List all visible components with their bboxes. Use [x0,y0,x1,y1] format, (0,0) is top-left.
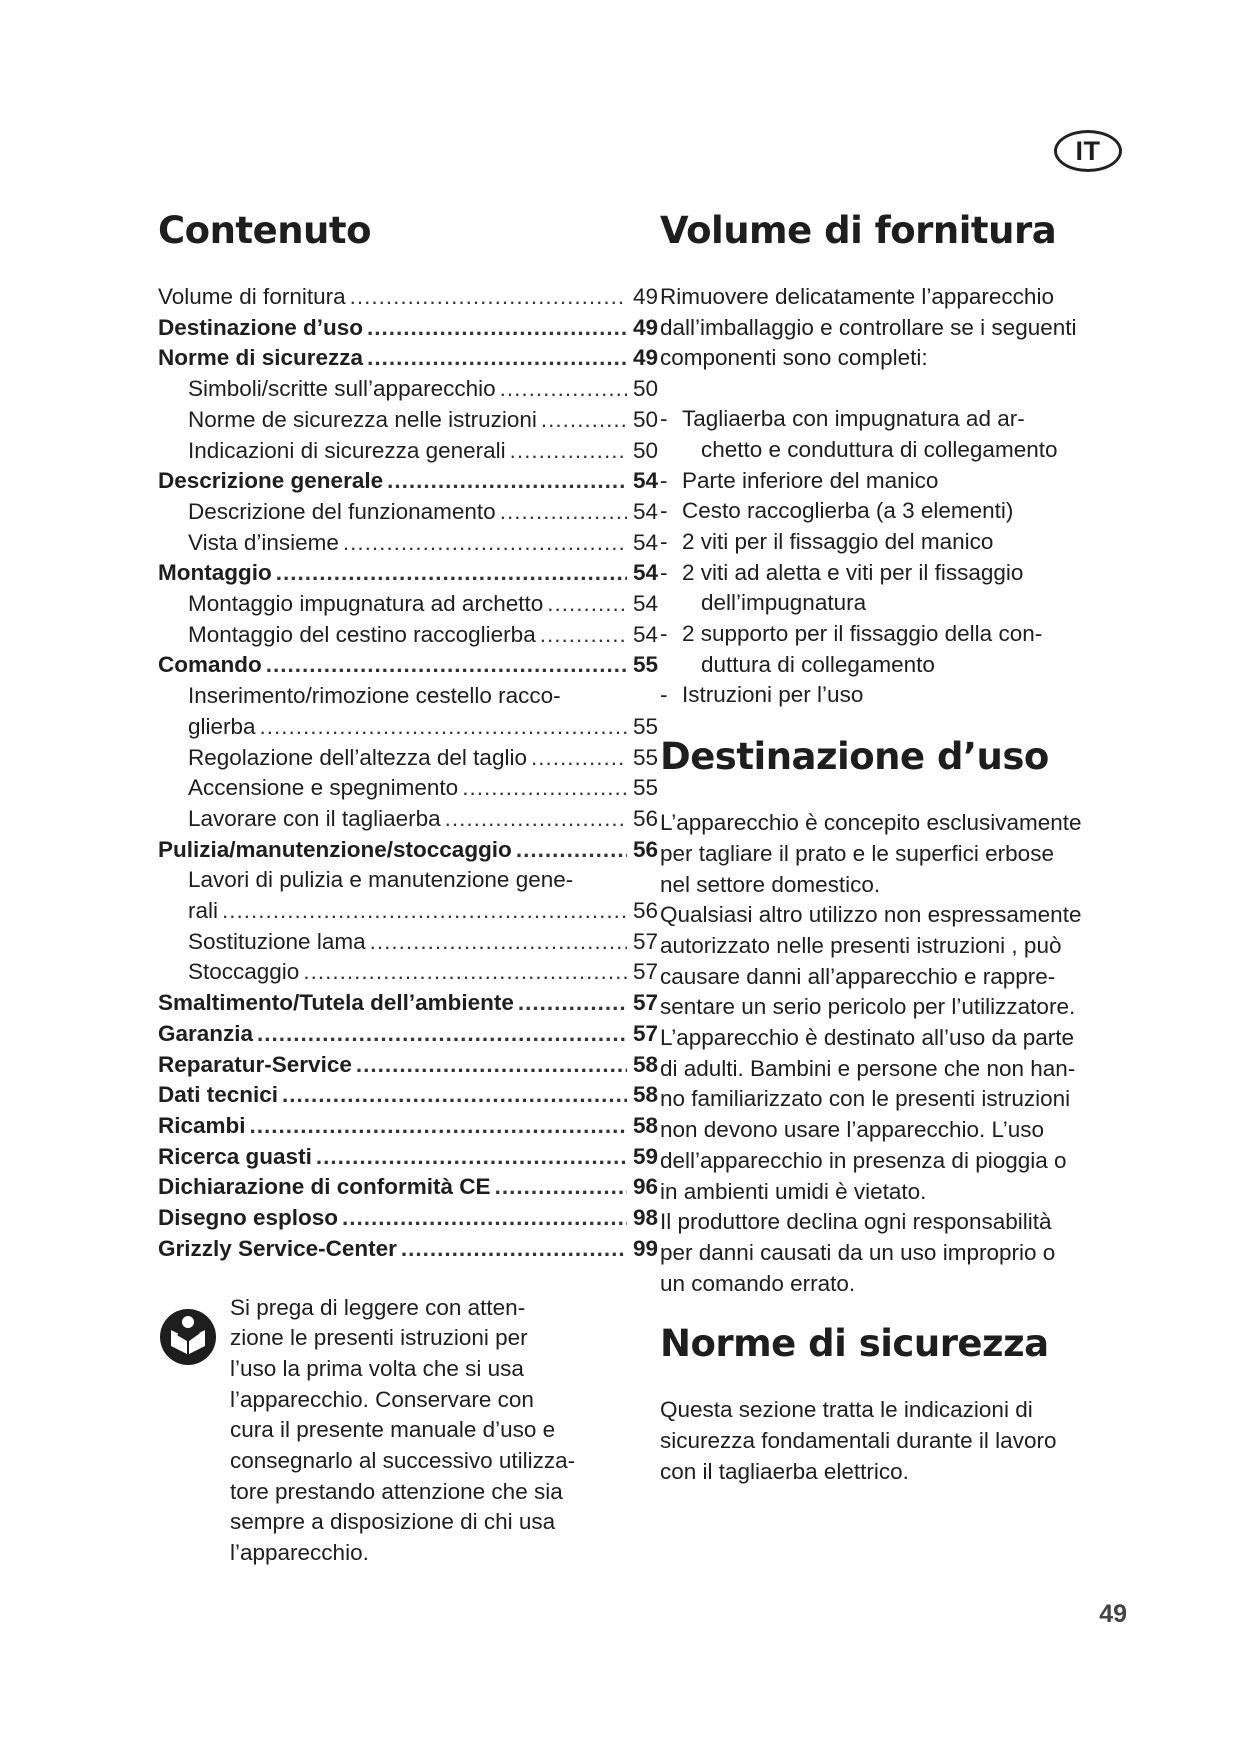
list-item [660,680,1140,711]
toc-dot-leader [257,1019,627,1050]
toc-entry-title: Lavorare con il tagliaerba [188,805,441,831]
text-line: sicurezza fondamentali durante il lavoro [660,1428,1057,1454]
toc-dot-leader [540,620,627,651]
toc-dot-leader [387,466,627,497]
note-line: Si prega di leggere con atten- [230,1294,526,1320]
list-item [660,558,1140,619]
toc-dot-leader [342,1203,627,1234]
text-line: autorizzato nelle presenti istruzioni , può [660,932,1062,958]
toc-entry-title: Ricambi [158,1112,246,1138]
toc-entry-page: 57 [632,959,658,985]
text-line: nel settore domestico. [660,871,881,897]
text-line: Qualsiasi altro utilizzo non espressamente [660,902,1082,928]
note-text [230,1293,658,1569]
toc-entry [158,804,658,835]
note-line: l’uso la prima volta che si usa [230,1355,524,1381]
toc-entry [158,927,658,958]
toc-entry [158,1080,658,1111]
toc-entry-title: Regolazione dell’altezza del taglio [188,744,527,770]
toc-entry [158,466,658,497]
note-line: l’apparecchio. [230,1540,369,1566]
toc-dot-leader [370,927,627,958]
toc-dot-leader [266,650,627,681]
list-item-text: 2 supporto per il fissaggio della con- [682,621,1043,647]
toc-dot-leader [276,558,627,589]
toc-entry-title: Sostituzione lama [188,928,366,954]
toc-entry-title: Comando [158,652,262,678]
toc-entry-title: Vista d’insieme [188,529,339,555]
toc-entry-page: 54 [632,591,658,617]
toc-dot-leader [500,497,627,528]
toc-entry-title: Garanzia [158,1020,254,1046]
toc-dot-leader [350,282,627,313]
list-item [660,527,1140,558]
toc-entry-page: 96 [632,1174,658,1200]
page-number: 49 [1099,1600,1127,1628]
section-heading: Volume di fornitura [660,209,1057,252]
toc-entry [158,773,658,804]
toc-dot-leader [495,1172,627,1203]
text-line: in ambienti umidi è vietato. [660,1178,927,1204]
list-item [660,496,1140,527]
toc-dot-leader [367,313,627,344]
toc-entry-title: Simboli/scritte sull’apparecchio [188,376,496,402]
note-line: cura il presente manuale d’uso e [230,1417,556,1443]
list-item-text: dell’impugnatura [701,590,867,616]
toc-entry-title: Montaggio [158,560,272,586]
toc-entry-page: 54 [632,621,658,647]
list-item-text: duttura di collegamento [701,651,935,677]
list-item [660,619,1140,680]
toc-heading: Contenuto [158,209,371,252]
text-line: sentare un serio pericolo per l’utilizzatore. [660,994,1076,1020]
text-line: L’apparecchio è destinato all’uso da parte [660,1025,1075,1051]
right-column [660,205,1140,1488]
toc-entry-page: 54 [632,560,658,586]
note-line: zione le presenti istruzioni per [230,1325,528,1351]
toc-entry-page: 98 [632,1205,658,1231]
toc-entry [158,835,658,866]
toc-list [158,282,658,1265]
toc-entry-title: Montaggio impugnatura ad archetto [188,591,544,617]
toc-entry-page: 55 [632,775,658,801]
toc-entry-title: Norme de sicurezza nelle istruzioni [188,406,537,432]
toc-entry [158,1111,658,1142]
toc-dot-leader [516,835,627,866]
toc-entry-title: Ricerca guasti [158,1143,312,1169]
list-item-text: 2 viti per il fissaggio del manico [682,528,994,554]
toc-entry-page: 59 [632,1143,658,1169]
note-line: sempre a disposizione di chi usa [230,1509,556,1535]
table-of-contents [158,205,658,1569]
toc-entry [158,957,658,988]
toc-entry-title: Descrizione del funzionamento [188,498,496,524]
section-heading: Norme di sicurezza [660,1322,1049,1366]
toc-entry-title: Stoccaggio [188,959,300,985]
toc-entry-page: 50 [632,376,658,402]
toc-dot-leader [500,374,627,405]
section-destinazione-uso [660,731,1140,1299]
text-line: Rimuovere delicatamente l’apparecchio [660,284,1054,309]
toc-entry-title: Lavori di pulizia e manutenzione gene- [188,867,574,893]
toc-entry-title: Smaltimento/Tutela dell’ambiente [158,990,514,1016]
note-line: tore prestando attenzione che sia [230,1478,563,1504]
toc-entry-title: glierba [188,713,256,739]
toc-entry [158,1203,658,1234]
toc-entry-page: 57 [632,928,658,954]
toc-dot-leader [260,712,627,743]
toc-entry [158,865,658,896]
toc-entry-page: 49 [632,345,658,371]
toc-entry-page: 55 [632,744,658,770]
list-item-text: chetto e conduttura di collegamento [701,436,1058,462]
toc-entry-title: Grizzly Service-Center [158,1235,397,1261]
toc-entry-page: 54 [632,498,658,524]
text-line: con il tagliaerba elettrico. [660,1458,909,1484]
toc-entry-page: 55 [632,652,658,678]
toc-entry-page: 54 [632,468,658,494]
list-item [660,466,1140,497]
read-manual-icon [158,1307,218,1367]
toc-entry [158,1234,658,1265]
toc-dot-leader [518,988,627,1019]
text-line: causare danni all’apparecchio e rappre- [660,963,1056,989]
text-line: componenti sono completi: [660,345,928,371]
toc-entry-title: Reparatur-Service [158,1051,352,1077]
toc-entry-page: 55 [632,713,658,739]
text-line: Questa sezione tratta le indicazioni di [660,1397,1033,1423]
toc-entry [158,896,658,927]
toc-entry [158,343,658,374]
toc-dot-leader [547,589,627,620]
toc-entry [158,1142,658,1173]
toc-entry [158,681,658,712]
section-intro [660,282,1140,374]
toc-entry-title: Dati tecnici [158,1082,279,1108]
list-item-text: Tagliaerba con impugnatura ad ar- [682,406,1025,432]
toc-entry-title: Dichiarazione di conformità CE [158,1174,491,1200]
toc-dot-leader [541,405,627,436]
list-item-text: Istruzioni per l’uso [682,682,864,708]
toc-dot-leader [445,804,627,835]
toc-entry-title: Descrizione generale [158,468,384,494]
toc-entry [158,1019,658,1050]
toc-entry-page: 49 [632,284,658,309]
toc-dot-leader [303,957,627,988]
toc-dot-leader [222,896,627,927]
toc-entry [158,743,658,774]
text-line: dall’imballaggio e controllare se i seguenti [660,314,1077,340]
list-item-text: Cesto raccoglierba (a 3 elementi) [682,498,1014,524]
toc-entry-page: 56 [632,898,658,924]
text-line: per tagliare il prato e le superfici erbose [660,840,1054,866]
toc-entry [158,405,658,436]
toc-dot-leader [367,343,627,374]
read-manual-note [158,1293,658,1569]
toc-entry [158,528,658,559]
toc-entry-title: Montaggio del cestino raccoglierba [188,621,536,647]
toc-entry-title: Volume di fornitura [158,284,346,309]
toc-entry-page: 99 [632,1235,658,1261]
toc-dot-leader [531,743,627,774]
text-line: L’apparecchio è concepito esclusivamente [660,810,1082,836]
text-line: Il produttore declina ogni responsabilità [660,1209,1052,1235]
toc-dot-leader [343,528,627,559]
section-norme-di-sicurezza [660,1318,1140,1487]
language-badge: IT [1054,130,1122,172]
text-line: per danni causati da un uso improprio o [660,1239,1056,1265]
toc-entry-page: 49 [632,314,658,340]
toc-entry-title: Norme di sicurezza [158,345,364,371]
note-line: consegnarlo al successivo utilizza- [230,1448,576,1474]
toc-entry-title: Inserimento/rimozione cestello racco- [188,683,561,709]
toc-entry [158,620,658,651]
toc-dot-leader [356,1050,627,1081]
toc-entry-page: 58 [632,1082,658,1108]
text-line: non devono usare l’apparecchio. L’uso [660,1117,1045,1143]
toc-entry [158,313,658,344]
toc-entry [158,589,658,620]
toc-entry-page: 54 [632,529,658,555]
toc-entry-page: 57 [632,990,658,1016]
toc-entry [158,374,658,405]
toc-entry [158,1050,658,1081]
toc-dot-leader [316,1142,627,1173]
text-line: no familiarizzato con le presenti istruzioni [660,1086,1071,1112]
note-line: l’apparecchio. Conservare con [230,1386,534,1412]
toc-entry-title: Accensione e spegnimento [188,775,459,801]
toc-entry-page: 58 [632,1112,658,1138]
toc-entry-title: Disegno esploso [158,1205,339,1231]
toc-entry [158,712,658,743]
section-volume-di-fornitura [660,205,1140,711]
toc-entry-page: 56 [632,836,658,862]
text-line: di adulti. Bambini e persone che non han- [660,1055,1076,1081]
text-line: un comando errato. [660,1270,856,1296]
toc-entry-page: 57 [632,1020,658,1046]
toc-entry [158,988,658,1019]
toc-entry-page: 56 [632,805,658,831]
supply-list [660,404,1140,711]
toc-dot-leader [401,1234,627,1265]
toc-entry-page: 58 [632,1051,658,1077]
toc-entry-title: Pulizia/manutenzione/stoccaggio [158,836,512,862]
section-body [660,808,1140,1299]
toc-entry-title: Indicazioni di sicurezza generali [188,437,506,463]
toc-dot-leader [282,1080,627,1111]
toc-entry [158,1172,658,1203]
text-line: dell’apparecchio in presenza di pioggia o [660,1147,1067,1173]
section-heading: Destinazione d’uso [660,735,1049,779]
toc-entry [158,436,658,467]
toc-entry-title: rali [188,898,219,924]
list-item [660,404,1140,465]
list-item-text: Parte inferiore del manico [682,467,939,493]
toc-dot-leader [250,1111,627,1142]
toc-entry [158,558,658,589]
toc-entry-page: 50 [632,406,658,432]
toc-entry [158,282,658,313]
toc-entry [158,650,658,681]
list-item-text: 2 viti ad aletta e viti per il fissaggio [682,559,1024,585]
toc-dot-leader [510,436,627,467]
section-body [660,1395,1140,1487]
toc-dot-leader [462,773,627,804]
toc-entry-title: Destinazione d’uso [158,314,364,340]
toc-entry-page: 50 [632,437,658,463]
toc-entry [158,497,658,528]
